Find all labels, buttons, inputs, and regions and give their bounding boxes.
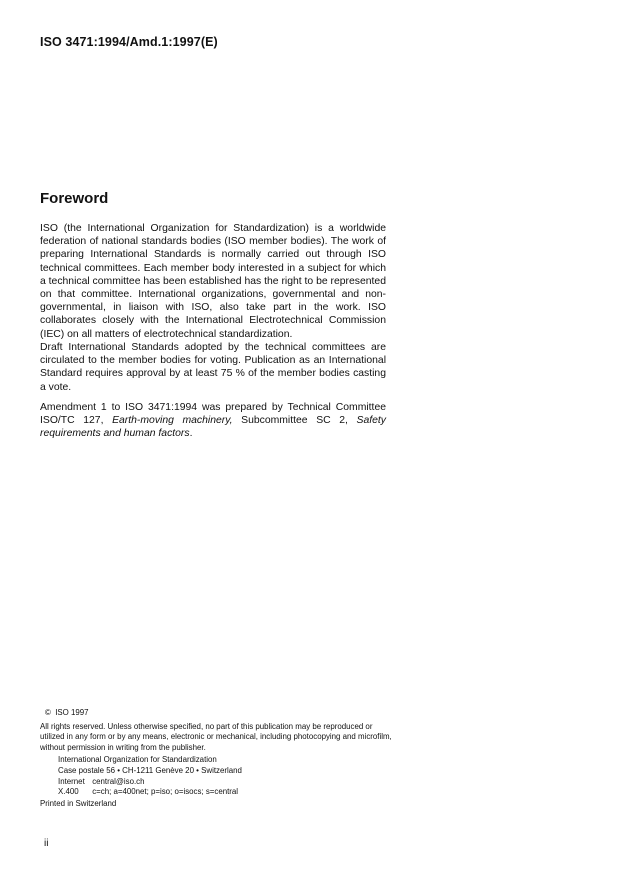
postal-address: Case postale 56 • CH-1211 Genève 20 • Switzerland [58,765,242,775]
amendment-text-end: . [189,428,193,440]
copyright-year: ISO 1997 [55,708,89,717]
foreword-paragraph-voting: Draft International Standards adopted by the technical committees are circulated to the member bodies for voting. Publication as an International Standard requires approval by at least 75 % of the member bodies casting a vote. [40,342,386,393]
x400-address: c=ch; a=400net; p=iso; o=isocs; s=central [92,787,239,797]
internet-label: Internet [58,776,85,786]
internet-address: central@iso.ch [92,776,145,786]
foreword-heading: Foreword [40,190,109,207]
publisher-name: International Organization for Standardization [58,755,217,765]
subcommittee-title: Safety requirements and human factors [40,415,386,440]
foreword-paragraph-amendment [40,401,386,441]
copyright-notice [45,708,395,719]
page-number: ii [44,838,49,849]
amendment-text-start: Amendment 1 to ISO 3471:1994 was prepared by Technical Committee ISO/TC 127, [40,402,386,427]
printed-location: Printed in Switzerland [40,798,117,808]
copyright-block [40,708,395,809]
rights-statement: All rights reserved. Unless otherwise specified, no part of this publication may be reproduced or utilized in any form or by any means, electronic or mechanical, including photocopying and microfilm, without permission in writing from the publisher. [40,721,392,752]
copyright-icon: © [45,708,51,717]
x400-label: X.400 [58,787,79,797]
amendment-text-middle: Subcommittee SC 2, [232,415,357,427]
internet-contact [58,777,395,788]
document-reference: ISO 3471:1994/Amd.1:1997(E) [40,35,218,49]
publisher-address [58,755,395,797]
x400-contact [58,787,395,798]
committee-title: Earth-moving machinery, [112,415,233,427]
foreword-paragraph-organization: ISO (the International Organization for Standardization) is a worldwide federation of national standards bodies (ISO member bodies). The work of preparing International Standards is normally carried out through ISO technical committees. Each member body interested in a subject for which a technical committee has been established has the right to be represented on that committee. International organizations, governmental and non-governmental, in liaison with ISO, also take part in the work. ISO collaborates closely with the International Electrotechnical Commission (IEC) on all matters of electrotechnical standardization. [40,223,386,340]
